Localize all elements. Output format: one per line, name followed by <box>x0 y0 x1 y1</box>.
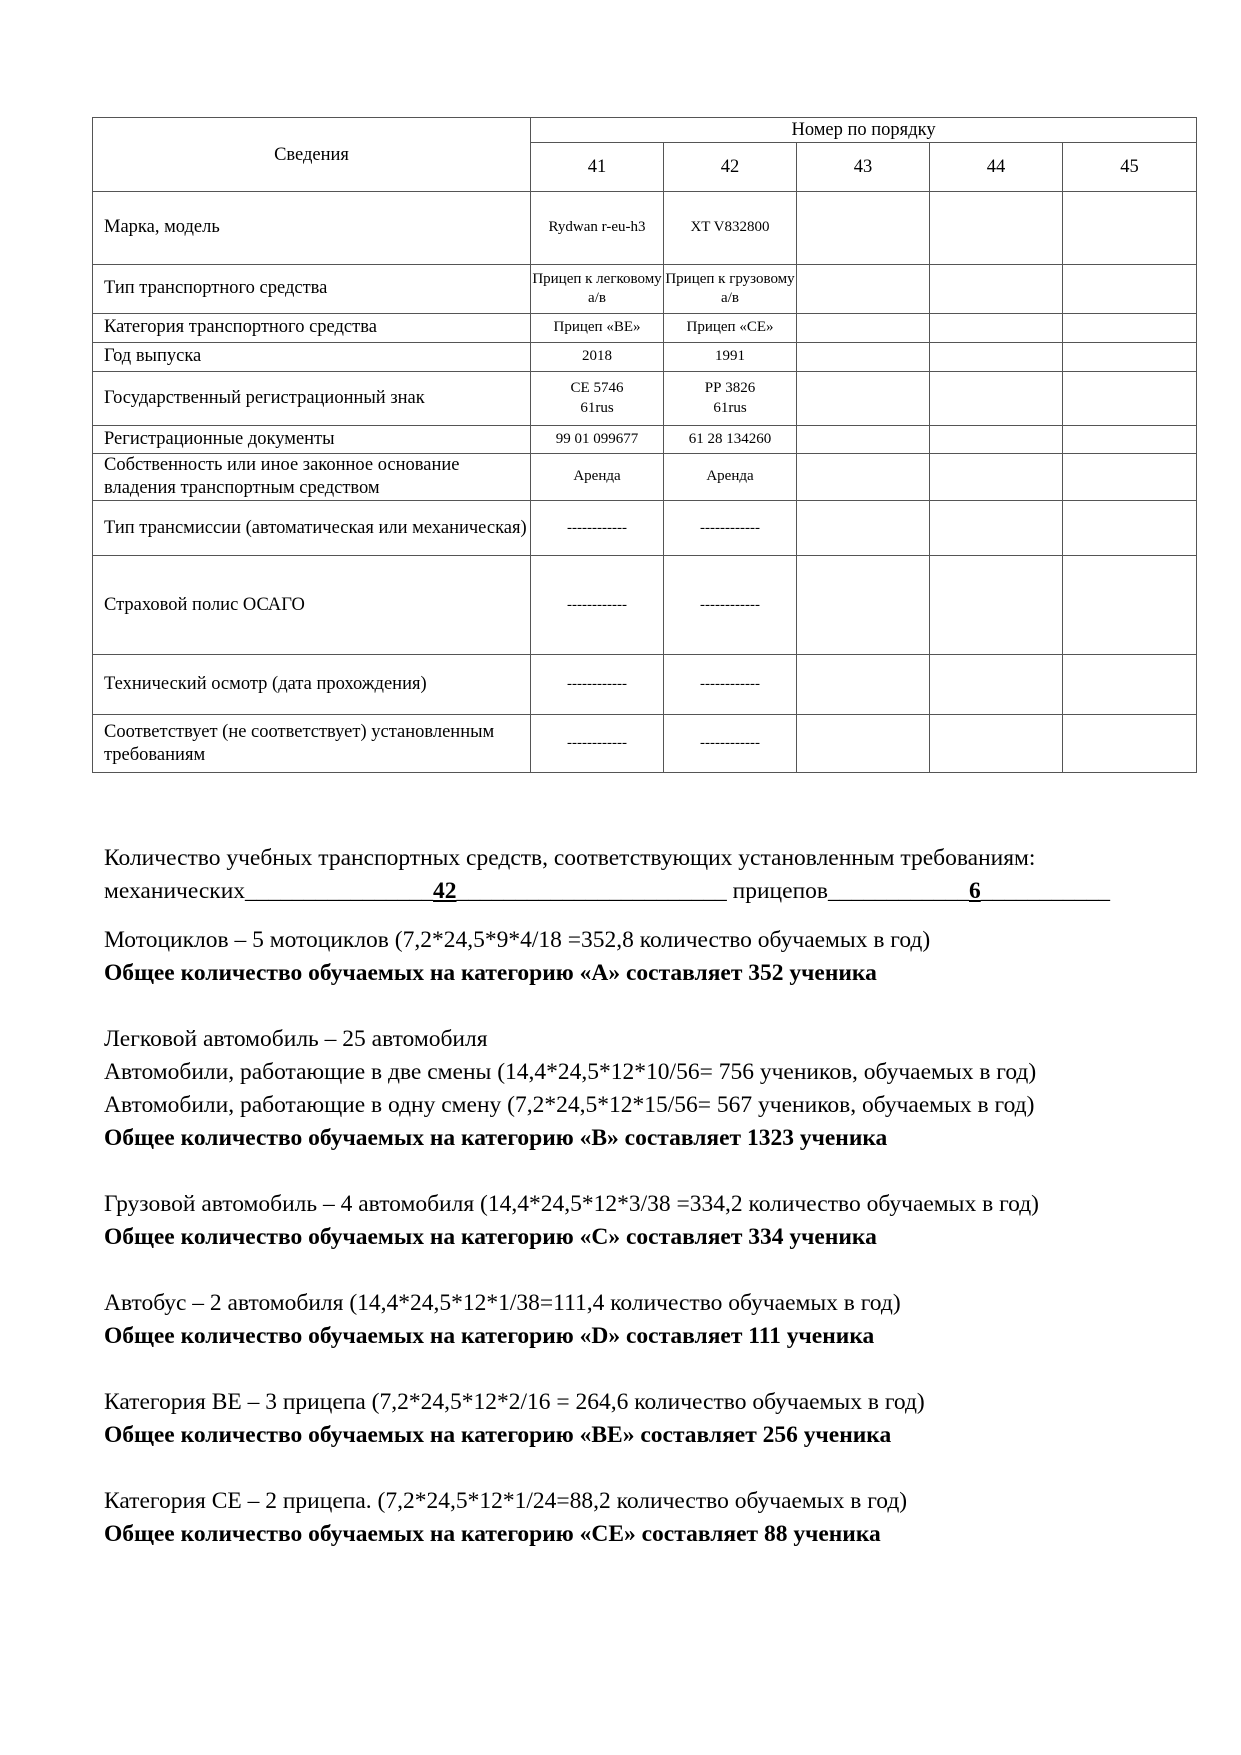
cell-value <box>1063 343 1197 372</box>
category-block <box>104 1188 1214 1254</box>
trailer-pad-after: ___________ <box>980 878 1110 904</box>
cell-value <box>797 343 930 372</box>
table-row <box>93 556 1197 655</box>
cell-value <box>1063 655 1197 715</box>
cell-value: Прицеп «СЕ» <box>664 314 797 343</box>
column-number: 42 <box>664 143 797 192</box>
cell-value <box>797 501 930 556</box>
cell-value <box>930 314 1063 343</box>
total-line: Общее количество обучаемых на категорию «А» составляет 352 ученика <box>104 960 877 986</box>
table-row <box>93 426 1197 454</box>
calc-line: Автомобили, работающие в одну смену (7,2*24,5*12*15/56= 567 учеников, обучаемых в год) <box>104 1092 1035 1118</box>
category-blocks <box>104 924 1214 1551</box>
column-number: 41 <box>531 143 664 192</box>
calc-line: Грузовой автомобиль – 4 автомобиля (14,4*24,5*12*3/38 =334,2 количество обучаемых в год) <box>104 1191 1039 1217</box>
calc-line: Легковой автомобиль – 25 автомобиля <box>104 1026 488 1052</box>
row-label: Технический осмотр (дата прохождения) <box>93 655 531 715</box>
cell-value <box>797 372 930 426</box>
calc-line: Мотоциклов – 5 мотоциклов (7,2*24,5*9*4/18 =352,8 количество обучаемых в год) <box>104 927 931 953</box>
cell-value <box>1063 454 1197 501</box>
row-label: Страховой полис ОСАГО <box>93 556 531 655</box>
column-number: 44 <box>930 143 1063 192</box>
category-block <box>104 924 1214 990</box>
cell-value <box>930 192 1063 265</box>
row-label: Регистрационные документы <box>93 426 531 454</box>
calc-line: Автобус – 2 автомобиля (14,4*24,5*12*1/38=111,4 количество обучаемых в год) <box>104 1290 901 1316</box>
cell-value <box>930 343 1063 372</box>
cell-value <box>797 454 930 501</box>
cell-value: XT V832800 <box>664 192 797 265</box>
cell-value: 2018 <box>531 343 664 372</box>
cell-value <box>797 192 930 265</box>
cell-value: ------------ <box>664 715 797 773</box>
trailer-pad-before: ____________ <box>828 878 969 904</box>
row-label: Категория транспортного средства <box>93 314 531 343</box>
cell-value <box>930 501 1063 556</box>
cell-value: 61 28 134260 <box>664 426 797 454</box>
cell-value: ------------ <box>531 655 664 715</box>
cell-value <box>797 556 930 655</box>
total-line: Общее количество обучаемых на категорию «СЕ» составляет 88 ученика <box>104 1521 881 1547</box>
table-row <box>93 454 1197 501</box>
cell-value <box>797 715 930 773</box>
header-label: Сведения <box>93 118 531 192</box>
column-number: 43 <box>797 143 930 192</box>
cell-value <box>1063 192 1197 265</box>
cell-value <box>797 265 930 314</box>
row-label: Соответствует (не соответствует) установленным требованиям <box>93 715 531 773</box>
calc-line: Категория СЕ – 2 прицепа. (7,2*24,5*12*1/24=88,2 количество обучаемых в год) <box>104 1488 908 1514</box>
cell-value <box>797 655 930 715</box>
table-row <box>93 372 1197 426</box>
row-label: Марка, модель <box>93 192 531 265</box>
cell-value <box>1063 556 1197 655</box>
cell-value: СЕ 5746 61rus <box>531 372 664 426</box>
cell-value: Аренда <box>664 454 797 501</box>
table-row <box>93 501 1197 556</box>
cell-value <box>1063 501 1197 556</box>
cell-value: ------------ <box>664 556 797 655</box>
category-block <box>104 1023 1214 1155</box>
cell-value <box>930 715 1063 773</box>
cell-value: Прицеп к грузовому а/в <box>664 265 797 314</box>
table-row <box>93 715 1197 773</box>
cell-value <box>930 372 1063 426</box>
cell-value: 1991 <box>664 343 797 372</box>
cell-value: ------------ <box>531 556 664 655</box>
cell-value <box>930 556 1063 655</box>
cell-value: Rydwan r-eu-h3 <box>531 192 664 265</box>
cell-value: ------------ <box>531 501 664 556</box>
cell-value <box>930 426 1063 454</box>
vehicles-table <box>92 117 1197 773</box>
mech-label: механических <box>104 878 246 904</box>
table-row <box>93 314 1197 343</box>
row-label: Год выпуска <box>93 343 531 372</box>
summary-intro: Количество учебных транспортных средств, соответствующих установленным требованиям: <box>104 845 1036 871</box>
cell-value: ------------ <box>664 501 797 556</box>
cell-value: Прицеп «ВЕ» <box>531 314 664 343</box>
cell-value: Прицеп к легковому а/в <box>531 265 664 314</box>
cell-value: РР 3826 61rus <box>664 372 797 426</box>
mech-pad-after: _______________________ <box>456 878 727 904</box>
table-row <box>93 265 1197 314</box>
cell-value <box>1063 372 1197 426</box>
row-label: Тип транспортного средства <box>93 265 531 314</box>
calc-line: Категория ВЕ – 3 прицепа (7,2*24,5*12*2/16 = 264,6 количество обучаемых в год) <box>104 1389 925 1415</box>
trailer-value: 6 <box>969 878 981 904</box>
group-header: Номер по порядку <box>531 118 1197 143</box>
total-line: Общее количество обучаемых на категорию «С» составляет 334 ученика <box>104 1224 877 1250</box>
cell-value: ------------ <box>664 655 797 715</box>
cell-value <box>930 265 1063 314</box>
row-label: Государственный регистрационный знак <box>93 372 531 426</box>
cell-value <box>1063 265 1197 314</box>
cell-value <box>1063 715 1197 773</box>
table-row <box>93 192 1197 265</box>
cell-value <box>1063 426 1197 454</box>
cell-value <box>797 426 930 454</box>
mech-pad-before: ________________ <box>245 878 434 904</box>
cell-value: 99 01 099677 <box>531 426 664 454</box>
cell-value <box>930 655 1063 715</box>
cell-value: ------------ <box>531 715 664 773</box>
category-block <box>104 1287 1214 1353</box>
cell-value <box>1063 314 1197 343</box>
category-block <box>104 1386 1214 1452</box>
total-line: Общее количество обучаемых на категорию «ВЕ» составляет 256 ученика <box>104 1422 892 1448</box>
total-line: Общее количество обучаемых на категорию «D» составляет 111 ученика <box>104 1323 875 1349</box>
summary-block <box>104 842 1214 908</box>
row-label: Тип трансмиссии (автоматическая или механическая) <box>93 501 531 556</box>
calc-line: Автомобили, работающие в две смены (14,4*24,5*12*10/56= 756 учеников, обучаемых в год) <box>104 1059 1037 1085</box>
cell-value <box>797 314 930 343</box>
table-row <box>93 655 1197 715</box>
cell-value <box>930 454 1063 501</box>
table-row <box>93 343 1197 372</box>
summary-counts <box>104 875 1214 908</box>
column-number: 45 <box>1063 143 1197 192</box>
mech-value: 42 <box>433 878 457 904</box>
trailer-label: прицепов <box>726 878 828 904</box>
total-line: Общее количество обучаемых на категорию «В» составляет 1323 ученика <box>104 1125 888 1151</box>
cell-value: Аренда <box>531 454 664 501</box>
row-label: Собственность или иное законное основание владения транспортным средством <box>93 454 531 501</box>
category-block <box>104 1485 1214 1551</box>
